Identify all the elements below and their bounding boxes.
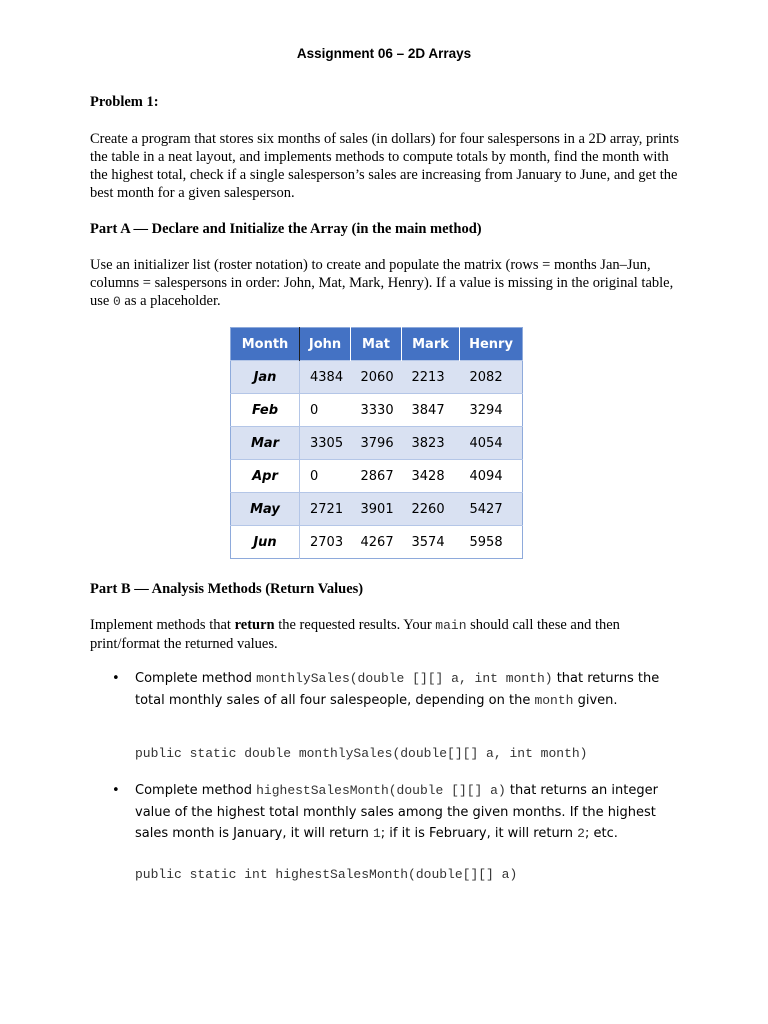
method-signature: public static double monthlySales(double[][] a, int month) [135, 746, 588, 761]
value-cell: 2082 [460, 361, 523, 394]
value-cell: 2703 [300, 526, 351, 559]
header-mat: Mat [351, 328, 402, 361]
month-cell: May [231, 493, 300, 526]
month-cell: Feb [231, 394, 300, 427]
month-code: month [534, 692, 574, 708]
part-a-text-end: as a placeholder. [120, 293, 221, 309]
value-cell: 5958 [460, 526, 523, 559]
value-cell: 2060 [351, 361, 402, 394]
bullet-text-part: ; if it is February, it will return [380, 826, 578, 841]
value-cell: 3305 [300, 427, 351, 460]
return-value-code: 1 [372, 826, 381, 841]
method-code: monthlySales(double [][] a, int month) [256, 671, 553, 686]
table-row [231, 493, 523, 526]
table-header-row [231, 328, 523, 361]
value-cell: 0 [300, 394, 351, 427]
value-cell: 3330 [351, 394, 402, 427]
value-cell: 5427 [460, 493, 523, 526]
table-row [231, 526, 523, 559]
table-row [231, 427, 523, 460]
return-bold: return [234, 617, 275, 633]
problem-intro: Create a program that stores six months of sales (in dollars) for four salespersons in a 2D array, prints the table in a neat layout, and implements methods to compute totals by month, find the month with the highest total, check if a single salesperson’s sales are increasing from January to June, and get the best month for a given salesperson. [90, 131, 679, 201]
part-b-intro-start: Implement methods that [90, 617, 235, 633]
value-cell: 3823 [402, 427, 460, 460]
bullet-text [135, 780, 680, 845]
value-cell: 3901 [351, 493, 402, 526]
part-b-intro [90, 616, 680, 653]
table-row [231, 394, 523, 427]
value-cell: 3428 [402, 460, 460, 493]
document-title: Assignment 06 – 2D Arrays [296, 46, 472, 61]
value-cell: 4267 [351, 526, 402, 559]
header-john: John [300, 328, 351, 361]
return-value-code: 2 [577, 826, 585, 841]
value-cell: 2721 [300, 493, 351, 526]
method-signature: public static int highestSalesMonth(double[][] a) [135, 867, 518, 882]
problem-heading: Problem 1: [90, 94, 159, 110]
value-cell: 3574 [402, 526, 460, 559]
month-cell: Jan [231, 361, 300, 394]
value-cell: 2260 [402, 493, 460, 526]
method-code: highestSalesMonth(double [][] a) [256, 783, 506, 798]
value-cell: 0 [300, 460, 351, 493]
header-month: Month [231, 328, 300, 361]
main-code: main [435, 618, 467, 633]
month-cell: Mar [231, 427, 300, 460]
part-b-intro-mid: the requested results. Your [274, 617, 436, 633]
part-a-heading: Part A — Declare and Initialize the Array (in the main method) [90, 221, 482, 237]
value-cell: 3796 [351, 427, 402, 460]
value-cell: 3294 [460, 394, 523, 427]
value-cell: 4094 [460, 460, 523, 493]
value-cell: 3847 [402, 394, 460, 427]
bullet-icon: • [112, 671, 120, 686]
part-a-text [90, 256, 680, 311]
header-mark: Mark [402, 328, 460, 361]
value-cell: 2867 [351, 460, 402, 493]
header-henry: Henry [460, 328, 523, 361]
part-a-text-start: Use an initializer list (roster notation) to create and populate the matrix (rows = months Jan–Jun, columns = salespersons in order: John, Mat, Mark, Henry). If a value is missing in the original table, use [90, 257, 674, 309]
value-cell: 4384 [300, 361, 351, 394]
table-row [231, 361, 523, 394]
bullet-text-part: ; etc. [584, 826, 618, 841]
bullet-text-part: Complete method [135, 783, 257, 798]
month-cell: Apr [231, 460, 300, 493]
part-b-heading: Part B — Analysis Methods (Return Values) [90, 581, 364, 597]
placeholder-code: 0 [112, 294, 121, 309]
part-b-intro-end: should call these and then print/format the returned values. [90, 617, 620, 652]
bullet-text-part: given. [573, 692, 618, 708]
value-cell: 4054 [460, 427, 523, 460]
bullet-icon: • [112, 783, 120, 798]
bullet-text-part: that returns the total monthly sales of all four salespeople, depending on the [135, 671, 660, 708]
value-cell: 2213 [402, 361, 460, 394]
bullet-text-part: Complete method [135, 671, 257, 686]
month-cell: Jun [231, 526, 300, 559]
table-row [231, 460, 523, 493]
bullet-text [135, 668, 680, 711]
bullet-text-part: that returns an integer value of the highest total monthly sales among the given months. If the highest sales month is January, it will return [135, 783, 658, 841]
sales-table [230, 327, 523, 559]
